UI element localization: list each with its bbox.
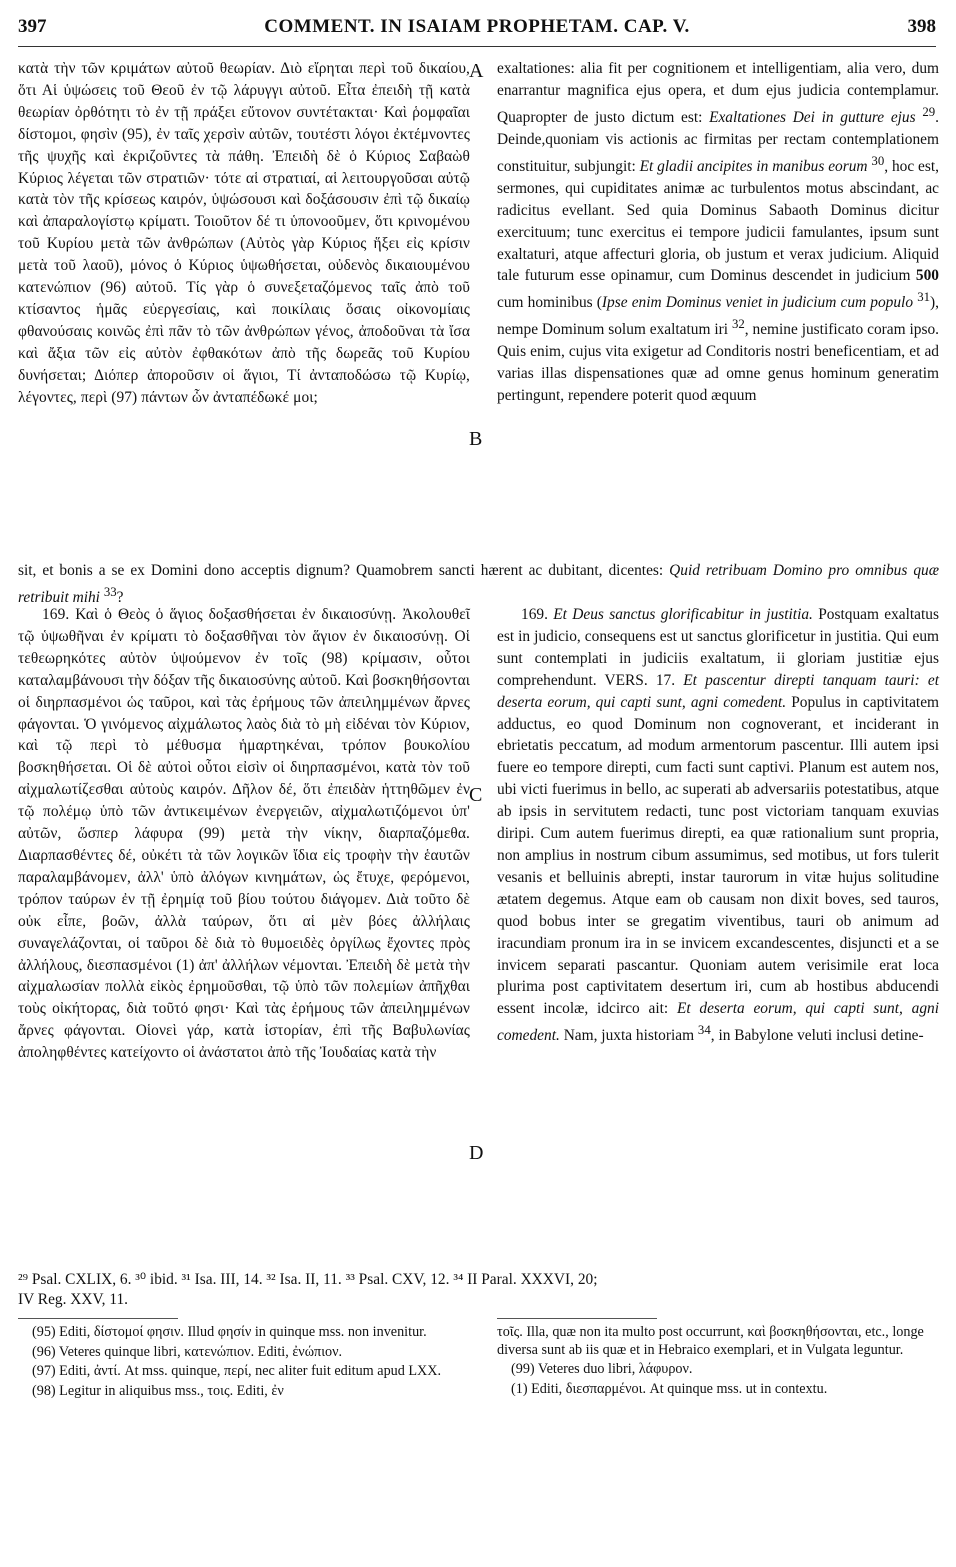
footnotes-left	[18, 1324, 470, 1402]
footnotes-right	[497, 1324, 939, 1400]
running-title: COMMENT. IN ISAIAM PROPHETAM. CAP. V.	[264, 16, 690, 37]
greek-text-bottom: 169. Καὶ ὁ Θεὸς ὁ ἅγιος δοξασθήσεται ἐν δικαιοσύνῃ. Ἀκολουθεῖ τῷ ὑψωθῆναι ἐν κρίματι τὸ δοξασθῆναι τὸν ἅγιον ἐν δικαιοσύνῃ. Οἱ τεθεωρηκότες αὐτὸν ὑψούμενον ἐν τοῖς (98) κρίμασιν, οὗτοι καταλαμβάνουσι τὴν δόξαν τῆς δικαιοσύνης αὐτοῦ. Καὶ βοσκηθήσονται οἱ διηρπασμένοι ὡς ταῦροι, καὶ τὰς ἐρήμους τῶν ἀπειλημμένων ἄρνες φάγονται. Ὁ γινόμενος αἰχμάλωτος λαὸς διὰ τὸ μὴ εἰδέναι τὸν Κύριον, καὶ τῷ περὶ τὸ μέθυσμα ἡμαρτηκέναι, τρόπον βουκολίου βοσκηθήσεται. Οἱ δὲ αὐτοὶ οὗτοι εἰσὶν οἱ διηρπασμένοι, κατὰ τὸν τοῦ αἰχμαλωτίζεσθαι αὐτοὺς καιρόν. Δῆλον δέ, ὅτι ἐπειδὰν ἡττηθῶμεν ἐν τῷ πολέμῳ ὑπὸ τῶν ἀντικειμένων ἐνεργειῶν, αἰχμαλωτιζόμενοι ὑπ' αὐτῶν, ὥσπερ λάφυρα (99) μετὰ τὴν νίκην, διαρπαζόμεθα. Διαρπασθέντες δέ, οὐκέτι τὰ τῶν λογικῶν ἴδια εἰς τροφὴν τὴν ἑαυτῶν παραλαμβάνομεν, ἀλλ' ὑπὸ ἀλόγων κινημάτων, ὡς ἔτυχε, φερόμενοι, τρόπον ταύρων ἐν τῇ ἐρημίᾳ τοῦ βίου τούτου διάγομεν. Διὰ τοῦτο δὲ οὐκ εἶπε, βοῶν, ἀλλὰ ταύρων, ὅτι αἱ μὲν βόες ἀλλήλαις συναγελάζονται, οἱ ταῦροι δὲ διὰ τὸ θυμοειδὲς ὀργίλως ἔχοντες πρὸς ἀλλήλους, διεσπασμένοι (1) ἀπ' ἀλλήλων νέμονται. Ἐπειδὴ δὲ μετὰ τὴν αἰχμαλωσίαν πολλὰ εἰκὸς ἐρημοῦσθαι, τῷ ὑπὸ τῶν πολεμίων ἀπῆχθαι τοὺς οἰκήτορας, διὰ τοῦτό φησι· Καὶ τὰς ἐρήμους τῶν ἀπειλημμένων ἄρνες φάγονται. Οἱονεὶ γάρ, κατὰ ἱστορίαν, ἐπὶ τῆς Βαβυλωνίας ἀποληφθέντες κατείχοντο οἱ ἀνάστατοι ἀπὸ τῆς Ἰουδαίας κατὰ τὴν	[18, 606, 470, 1062]
footnote: (96) Veteres quinque libri, κατενώπιον. Editi, ἐνώπιον.	[32, 1343, 343, 1360]
page-number-left: 397	[18, 16, 47, 37]
full-width-line: sit, et bonis a se ex Domini dono acceptis dignum? Quamobrem sancti hærent ac dubitant, dicentes: Quid retribuam Domino pro omnibus quæ retribuit mihi $^{33}$?	[18, 562, 939, 607]
notes-rule-left	[18, 1318, 178, 1319]
footnote: (95) Editi, δίστομοί φησιν. Illud φησίν in quinque mss. non invenitur.	[32, 1324, 427, 1340]
margin-letter-a: A	[469, 60, 484, 82]
footnote: (1) Editi, διεσπαρμένοι. At quinque mss. ut in contextu.	[511, 1380, 828, 1397]
page-number-right: 398	[907, 16, 936, 37]
margin-letter-b: B	[469, 428, 483, 450]
scripture-refs-line1: ²⁹ Psal. CXLIX, 6. ³⁰ ibid. ³¹ Isa. III, 14. ³² Isa. II, 11. ³³ Psal. CXV, 12. ³⁴ II Paral. XXXVI, 20;	[18, 1271, 598, 1288]
margin-letter-d: D	[469, 1142, 484, 1164]
margin-letter-c: C	[469, 784, 483, 806]
latin-text-top: exaltationes: alia fit per cognitionem et intelligentiam, alia vero, dum enarrantur magnifica ejus opera, et dum ejus judicia contemplamur. Quapropter de justo dictum est: Exaltationes Dei in gutture ejus $^{29}$. Deinde,quoniam vis actionis ac firmitas per rectam contemplationem constituitur, subjungit: Et gladii ancipites in manibus eorum $^{30}$, hoc est, sermones, qui cupiditates animæ ac turbulentos motus abscindant, ac radicitus evellant. Sed quia Dominus Sabaoth Dominus dicitur exercituum; tunc exercitus ei tempore judicii famulantes, ipsum sunt exaltaturi, atque affecturi gloria, ob justum et verax judicium. Aliquid tale futurum esse opinamur, cum Dominus descendet in judicium 500 cum hominibus (Ipse enim Dominus veniet in judicium cum populo $^{31}$), nempe Dominum solum exaltatum iri $^{32}$, nemine justificato coram ipso. Quis enim, cujus vita exigetur ad Conditoris nostri beneficentiam, et ad varias illas dispensationes quæ ad omne genus hominum generatim pertingunt, rependere poterit quod æquum	[497, 60, 940, 405]
latin-column-bottom	[497, 604, 939, 1047]
latin-text-bottom: 169. Et Deus sanctus glorificabitur in justitia. Postquam exaltatus est in judicio, consequens est ut sanctus glorificetur in justitia. Qui eum sunt contemplati in judiciis exaltatum, ii gloriam justitiæ ejus comprehendunt. VERS. 17. Et pascentur direpti tanquam tauri: et deserta eorum, qui capti sunt, agni comedent. Populus in captivitatem adductus, eo quod Dominum non cognoverant, et inciderant in ebrietatis peccatum, ad modum armentorum pascentur. Illi autem ipsi fuere eo tempore direpti, cum facti sunt captivi. Planum est autem nos, ubi victi fuerimus in bello, ac superati ab adversariis potestatibus, atque ab ipsis in servitutem redacti, tunc post victoriam tanquam exuvias diripi. Cum autem fuerimus direpti, ea quæ rationalium sunt propria, non amplius in nostrum cibum assumimus, sed motibus, ut fors tulerit vesanis et belluinis abrepti, instar taurorum in vitæ hujus solitudine ætatem degemus. Atque eam ob causam non dixit boves, sed tauros, quod bobus inter se gregatim viventibus, tauri ob animum ad iracundiam pronum ira in se invicem excandescentes, disjuncti et a se invicem separati pascantur. Quoniam autem verisimile erat loca plurima post captivitatem desertum iri, cum ab hostibus abducendi essent incolæ, idcirco ait: Et deserta eorum, qui capti sunt, agni comedent. Nam, juxta historiam $^{34}$, in Babylone veluti inclusi detine-	[497, 606, 939, 1045]
footnote: (99) Veteres duo libri, λάφυρον.	[511, 1361, 693, 1377]
latin-column-top	[497, 58, 939, 407]
scripture-references	[18, 1270, 939, 1310]
footnote: (97) Editi, ἀντί. At mss. quinque, περί, nec aliter fuit editum apud LXX.	[32, 1363, 442, 1379]
greek-column-bottom	[18, 604, 470, 1064]
scripture-refs-line2: IV Reg. XXV, 11.	[18, 1291, 129, 1308]
footnote: (98) Legitur in aliquibus mss., τοις. Editi, ἐν	[32, 1382, 284, 1399]
greek-text-top: κατὰ τὴν τῶν κριμάτων αὐτοῦ θεωρίαν. Διὸ εἴρηται περὶ τοῦ δικαίου, ὅτι Αἱ ὑψώσεις τοῦ Θεοῦ ἐν τῷ λάρυγγι αὐτοῦ. Εἶτα ἐπειδὴ τῇ κατὰ θεωρίαν ὀρθότητι τὸ ἐν τῇ πράξει εὔτονον συντέτακται· Καὶ ῥομφαῖαι δίστομοι, φησὶν (95), ἐν ταῖς χερσὶν αὐτῶν, τουτέστι λόγοι ἐκτέμνοντες τῆς ψυχῆς καὶ ἐκριζοῦντες τὰ πάθη. Ἐπειδὴ δὲ ὁ Κύριος Σαβαὼθ Κύριος λέγεται τῶν στρατιῶν· τότε αἱ στρατιαί, αἱ λειτουργοῦσαι αὐτῷ κατὰ τὸν τῆς κρίσεως καιρόν, ὑψώσουσι καὶ δοξάσουσιν ἐπὶ τῷ δικαίῳ καὶ ἀπαραλογίστῳ κρίματι. Τοιοῦτον δέ τι ὑπονοοῦμεν, ὅτι κρινομένου τοῦ Κυρίου μετὰ τῶν ἀνθρώπων (Αὐτὸς γὰρ Κύριος ἥξει εἰς κρίσιν μετὰ τοῦ λαοῦ), μόνος ὁ Κύριος ὑψωθήσεται, οὐδενὸς δικαιουμένου κατενώπιον (96) αὐτοῦ. Τίς γὰρ ὁ συνεξεταζόμενος ταῖς ἀπὸ τοῦ κτίσαντος ἡμᾶς εὐεργεσίαις, καὶ ποικίλαις ὅσαις οἰκονομίαις φθανούσαις κοινῶς ἐπὶ πᾶν τὸ τῶν ἀνθρώπων γένος, ἀποδοῦναι τὰ ἴσα καὶ ἄξια τῶν εἰς αὐτὸν ἐφθακότων ἀπὸ τῆς δωρεᾶς τοῦ Κυρίου δυνήσεται; Διόπερ ἀποροῦσιν οἱ ἅγιοι, Τί ἀνταποδώσω τῷ Κυρίῳ, λέγοντες, περὶ (97) πάντων ὧν ἀνταπέδωκέ μοι;	[18, 60, 470, 406]
greek-column-top	[18, 58, 470, 409]
footnote-continued: τοῖς. Illa, quæ non ita multo post occurrunt, καὶ βοσκηθήσονται, etc., longe diversa sunt ab iis quæ et in Hebraico exemplari, et in Vulgata leguntur.	[497, 1324, 924, 1358]
header-rule	[18, 46, 936, 47]
page-header	[18, 16, 936, 44]
notes-rule-right	[497, 1318, 657, 1319]
